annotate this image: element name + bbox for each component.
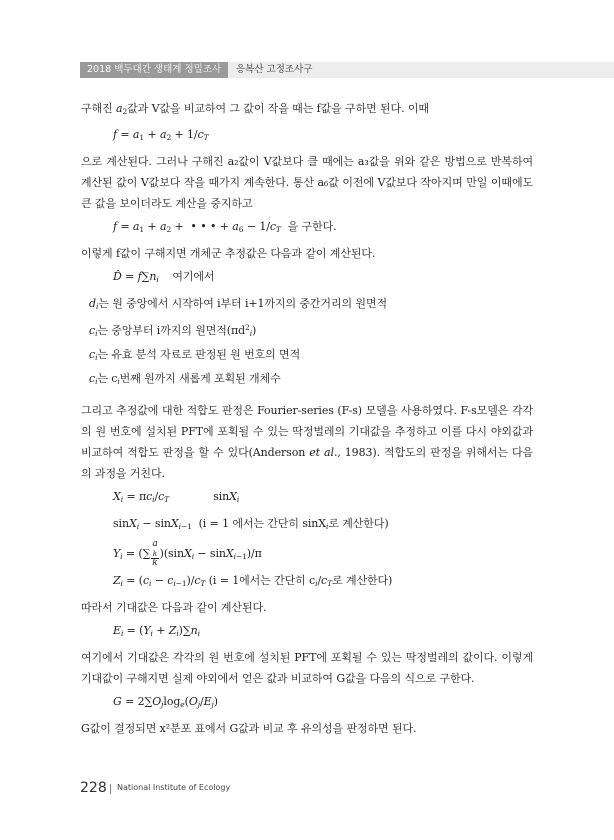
equation-xi: $X_i = \pi c_i/c_T$ sinX$_i$ — [113, 490, 240, 504]
equation-zi: $Z_i = (c_i - c_{i-1})/c_T$ (i = 1에서는 간단히 $c_i/c_T$로 계산한다) — [113, 574, 393, 588]
equation-yi: $Y_i$ = (∑ a $_k$ k )(sinX$_i$ − sinX$_{i-1}$)/π — [113, 539, 262, 568]
page-number: 228 — [80, 780, 107, 796]
footer-divider — [110, 784, 111, 794]
definition-ci: $c_i$는 중앙부터 i까지의 원면적$(\pi d^2_i)$ — [89, 323, 257, 338]
definition-ci-count: $c_i$는 $c_i$번째 원까지 새롭게 포획된 개체수 — [89, 372, 281, 386]
paragraph-2: 으로 계산된다. 그러나 구해진 a₂값이 V값보다 클 때에는 a₃값을 위와 같은 방법으로 반복하여 계산된 값이 V값보다 작을 때가지 계속한다. 통산 a₆값 이전에 V값보다 작아지며 만일 이때에도 큰 값을 보이더라도 계산을 중지하고 — [81, 155, 533, 210]
paragraph-3: 이렇게 f값이 구해지면 개체군 추정값은 다음과 같이 계산된다. — [81, 247, 376, 260]
definition-ci-effective: $c_i$는 유효 분석 자료로 판정된 원 번호의 면적 — [89, 348, 301, 362]
paragraph-5: 따라서 기대값은 다음과 같이 계산된다. — [81, 601, 267, 614]
page-body — [81, 98, 533, 739]
equation-g: $G = 2\sum O_j\log_e(O_j/E_j)$ — [113, 695, 218, 709]
paragraph-6: 여기에서 기대값은 각각의 원 번호에 설치된 PFT에 포획될 수 있는 딱정벌레의 값이다. 이렇게 기대값이 구해지면 실제 야외에서 얻은 값과 비교하여 G값을 다음의 식으로 구한다. — [81, 651, 533, 685]
equation-f-extended: $f = a_1 + a_2$ + • • • + $a_6 - 1/c_T$ 을 구한다. — [113, 220, 337, 234]
header-section-title: 응복산 고정조사구 — [236, 64, 313, 75]
equation-f-simple: $f = a_1 + a_2 + 1/c_T$ — [113, 128, 209, 142]
paragraph-7: G값이 결정되면 x²분포 표에서 G값과 비교 후 유의성을 판정하면 된다. — [81, 722, 417, 735]
paragraph-4: 그리고 추정값에 대한 적합도 판정은 Fourier-series (F-s) 모델을 사용하였다. F-s모델은 각각의 원 번호에 설치된 PFT에 포획될 수 있는 딱정벌레의 기대값을 추정하고 이를 다시 야외값과 비교하여 적합도 판정을 할 수 있다(Anderson et al., 1983). 적합도의 판정을 위해서는 다음의 과정을 거친다. — [81, 404, 534, 480]
equation-population-estimate: D̂ = $f\sum n_i$ 여기에서 — [113, 270, 215, 284]
equation-ei: $E_i = (Y_i + Z_i)\sum n_i$ — [113, 624, 200, 638]
footer-institute: National Institute of Ecology — [117, 783, 231, 792]
paragraph-1: 구해진 $a_2$값과 V값을 비교하여 그 값이 작을 때는 f값을 구하면 된다. 이때 — [81, 102, 429, 116]
header-report-title: 2018 백두대간 생태계 정밀조사 — [80, 62, 228, 78]
definition-di: $d_i$는 원 중앙에서 시작하여 i부터 i+1까지의 중간거리의 원면적 — [89, 297, 387, 311]
equation-sin-diff: sinX$_i$ − sinX$_{i-1}$ (i = 1 에서는 간단히 sinX$_i$로 계산한다) — [113, 517, 389, 531]
